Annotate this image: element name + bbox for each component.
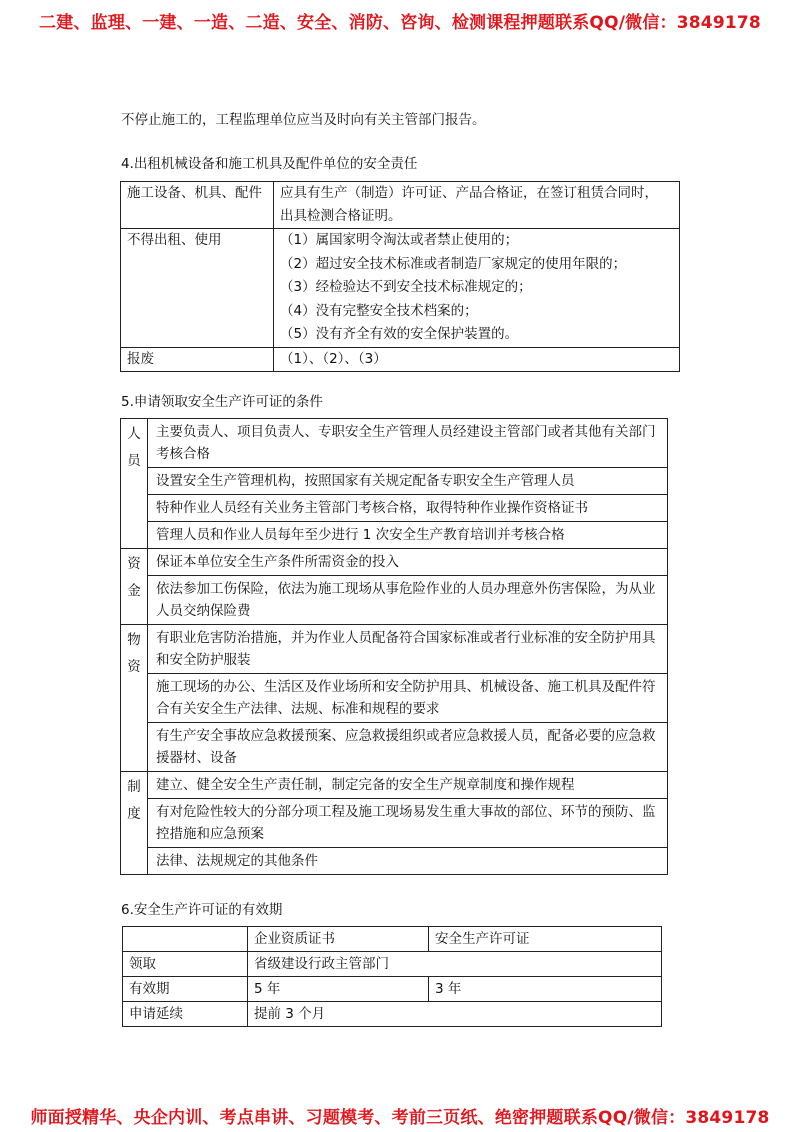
header-cell: 安全生产许可证 [429, 927, 662, 952]
header-cell [123, 927, 248, 952]
table-row [121, 674, 668, 723]
table-row [123, 977, 662, 1002]
condition-item: 建立、健全安全生产责任制，制定完备的安全生产规章制度和操作规程 [148, 772, 668, 799]
category-system: 制 度 [121, 772, 148, 875]
condition-item: 管理人员和作业人员每年至少进行 1 次安全生产教育培训并考核合格 [148, 522, 668, 549]
condition-item: 保证本单位安全生产条件所需资金的投入 [148, 549, 668, 576]
table-row [121, 799, 668, 848]
table-cell: 省级建设行政主管部门 [248, 952, 662, 977]
table-row [123, 952, 662, 977]
table-row [121, 848, 668, 875]
list-item: （1）属国家明令淘汰或者禁止使用的； [280, 232, 519, 248]
category-personnel: 人 员 [121, 419, 148, 549]
table-cell: 3 年 [429, 977, 662, 1002]
table-row [121, 347, 680, 371]
table-row [121, 182, 680, 229]
table-header-row [123, 927, 662, 952]
table-row [121, 495, 668, 522]
section4-heading: 4.出租机械设备和施工机具及配件单位的安全责任 [121, 156, 418, 172]
list-item: （2）超过安全技术标准或者制造厂家规定的使用年限的； [280, 255, 627, 272]
content-line: 出具检测合格证明。 [280, 208, 402, 224]
table-row [121, 522, 668, 549]
condition-item: 施工现场的办公、生活区及作业场所和安全防护用具、机械设备、施工机具及配件符合有关安全生产法律、法规、标准和规程的要求 [148, 674, 668, 723]
header-cell: 企业资质证书 [248, 927, 429, 952]
condition-item: 有对危险性较大的分部分项工程及施工现场易发生重大事故的部位、环节的预防、监控措施和应急预案 [148, 799, 668, 848]
table-row [123, 1002, 662, 1027]
condition-item: 设置安全生产管理机构，按照国家有关规定配备专职安全生产管理人员 [148, 468, 668, 495]
condition-item: 依法参加工伤保险，依法为施工现场从事危险作业的人员办理意外伤害保险，为从业人员交纳保险费 [148, 576, 668, 625]
condition-item: 特种作业人员经有关业务主管部门考核合格，取得特种作业操作资格证书 [148, 495, 668, 522]
section4-table [120, 181, 680, 372]
intro-line: 不停止施工的，工程监理单位应当及时向有关主管部门报告。 [121, 112, 486, 128]
section6-table [122, 926, 662, 1027]
list-item: （5）没有齐全有效的安全保护装置的。 [280, 326, 519, 342]
row-label: 报废 [121, 347, 274, 371]
table-row [121, 549, 668, 576]
top-promo-banner: 二建、监理、一建、一造、二造、安全、消防、咨询、检测课程押题联系QQ/微信：3849178 [39, 13, 761, 33]
table-row [121, 576, 668, 625]
row-label: 有效期 [123, 977, 248, 1002]
bottom-promo-banner: 师面授精华、央企内训、考点串讲、习题模考、考前三页纸、绝密押题联系QQ/微信：3849178 [30, 1108, 770, 1128]
table-row [121, 419, 668, 468]
row-label: 申请延续 [123, 1002, 248, 1027]
row-content: （1）、（2）、（3） [274, 347, 680, 371]
section5-heading: 5.申请领取安全生产许可证的条件 [121, 394, 323, 410]
condition-item: 有职业危害防治措施，并为作业人员配备符合国家标准或者行业标准的安全防护用具和安全防护服装 [148, 625, 668, 674]
row-label: 施工设备、机具、配件 [121, 182, 274, 229]
table-row [121, 772, 668, 799]
table-row [121, 625, 668, 674]
table-row [121, 229, 680, 348]
content-line: 应具有生产（制造）许可证、产品合格证，在签订租赁合同时， [280, 185, 658, 201]
condition-item: 主要负责人、项目负责人、专职安全生产管理人员经建设主管部门或者其他有关部门考核合格 [148, 419, 668, 468]
category-funds: 资 金 [121, 549, 148, 625]
table-cell: 提前 3 个月 [248, 1002, 662, 1027]
row-label: 领取 [123, 952, 248, 977]
row-label: 不得出租、使用 [121, 229, 274, 348]
list-item: （4）没有完整安全技术档案的； [280, 302, 478, 319]
table-row [121, 468, 668, 495]
row-content [274, 229, 680, 348]
section5-table [120, 418, 668, 875]
category-materials: 物 资 [121, 625, 148, 772]
condition-item: 法律、法规规定的其他条件 [148, 848, 668, 875]
row-content [274, 182, 680, 229]
table-cell: 5 年 [248, 977, 429, 1002]
table-row [121, 723, 668, 772]
section6-heading: 6.安全生产许可证的有效期 [121, 902, 283, 918]
condition-item: 有生产安全事故应急救援预案、应急救援组织或者应急救援人员，配备必要的应急救援器材、设备 [148, 723, 668, 772]
list-item: （3）经检验达不到安全技术标准规定的； [280, 279, 532, 295]
